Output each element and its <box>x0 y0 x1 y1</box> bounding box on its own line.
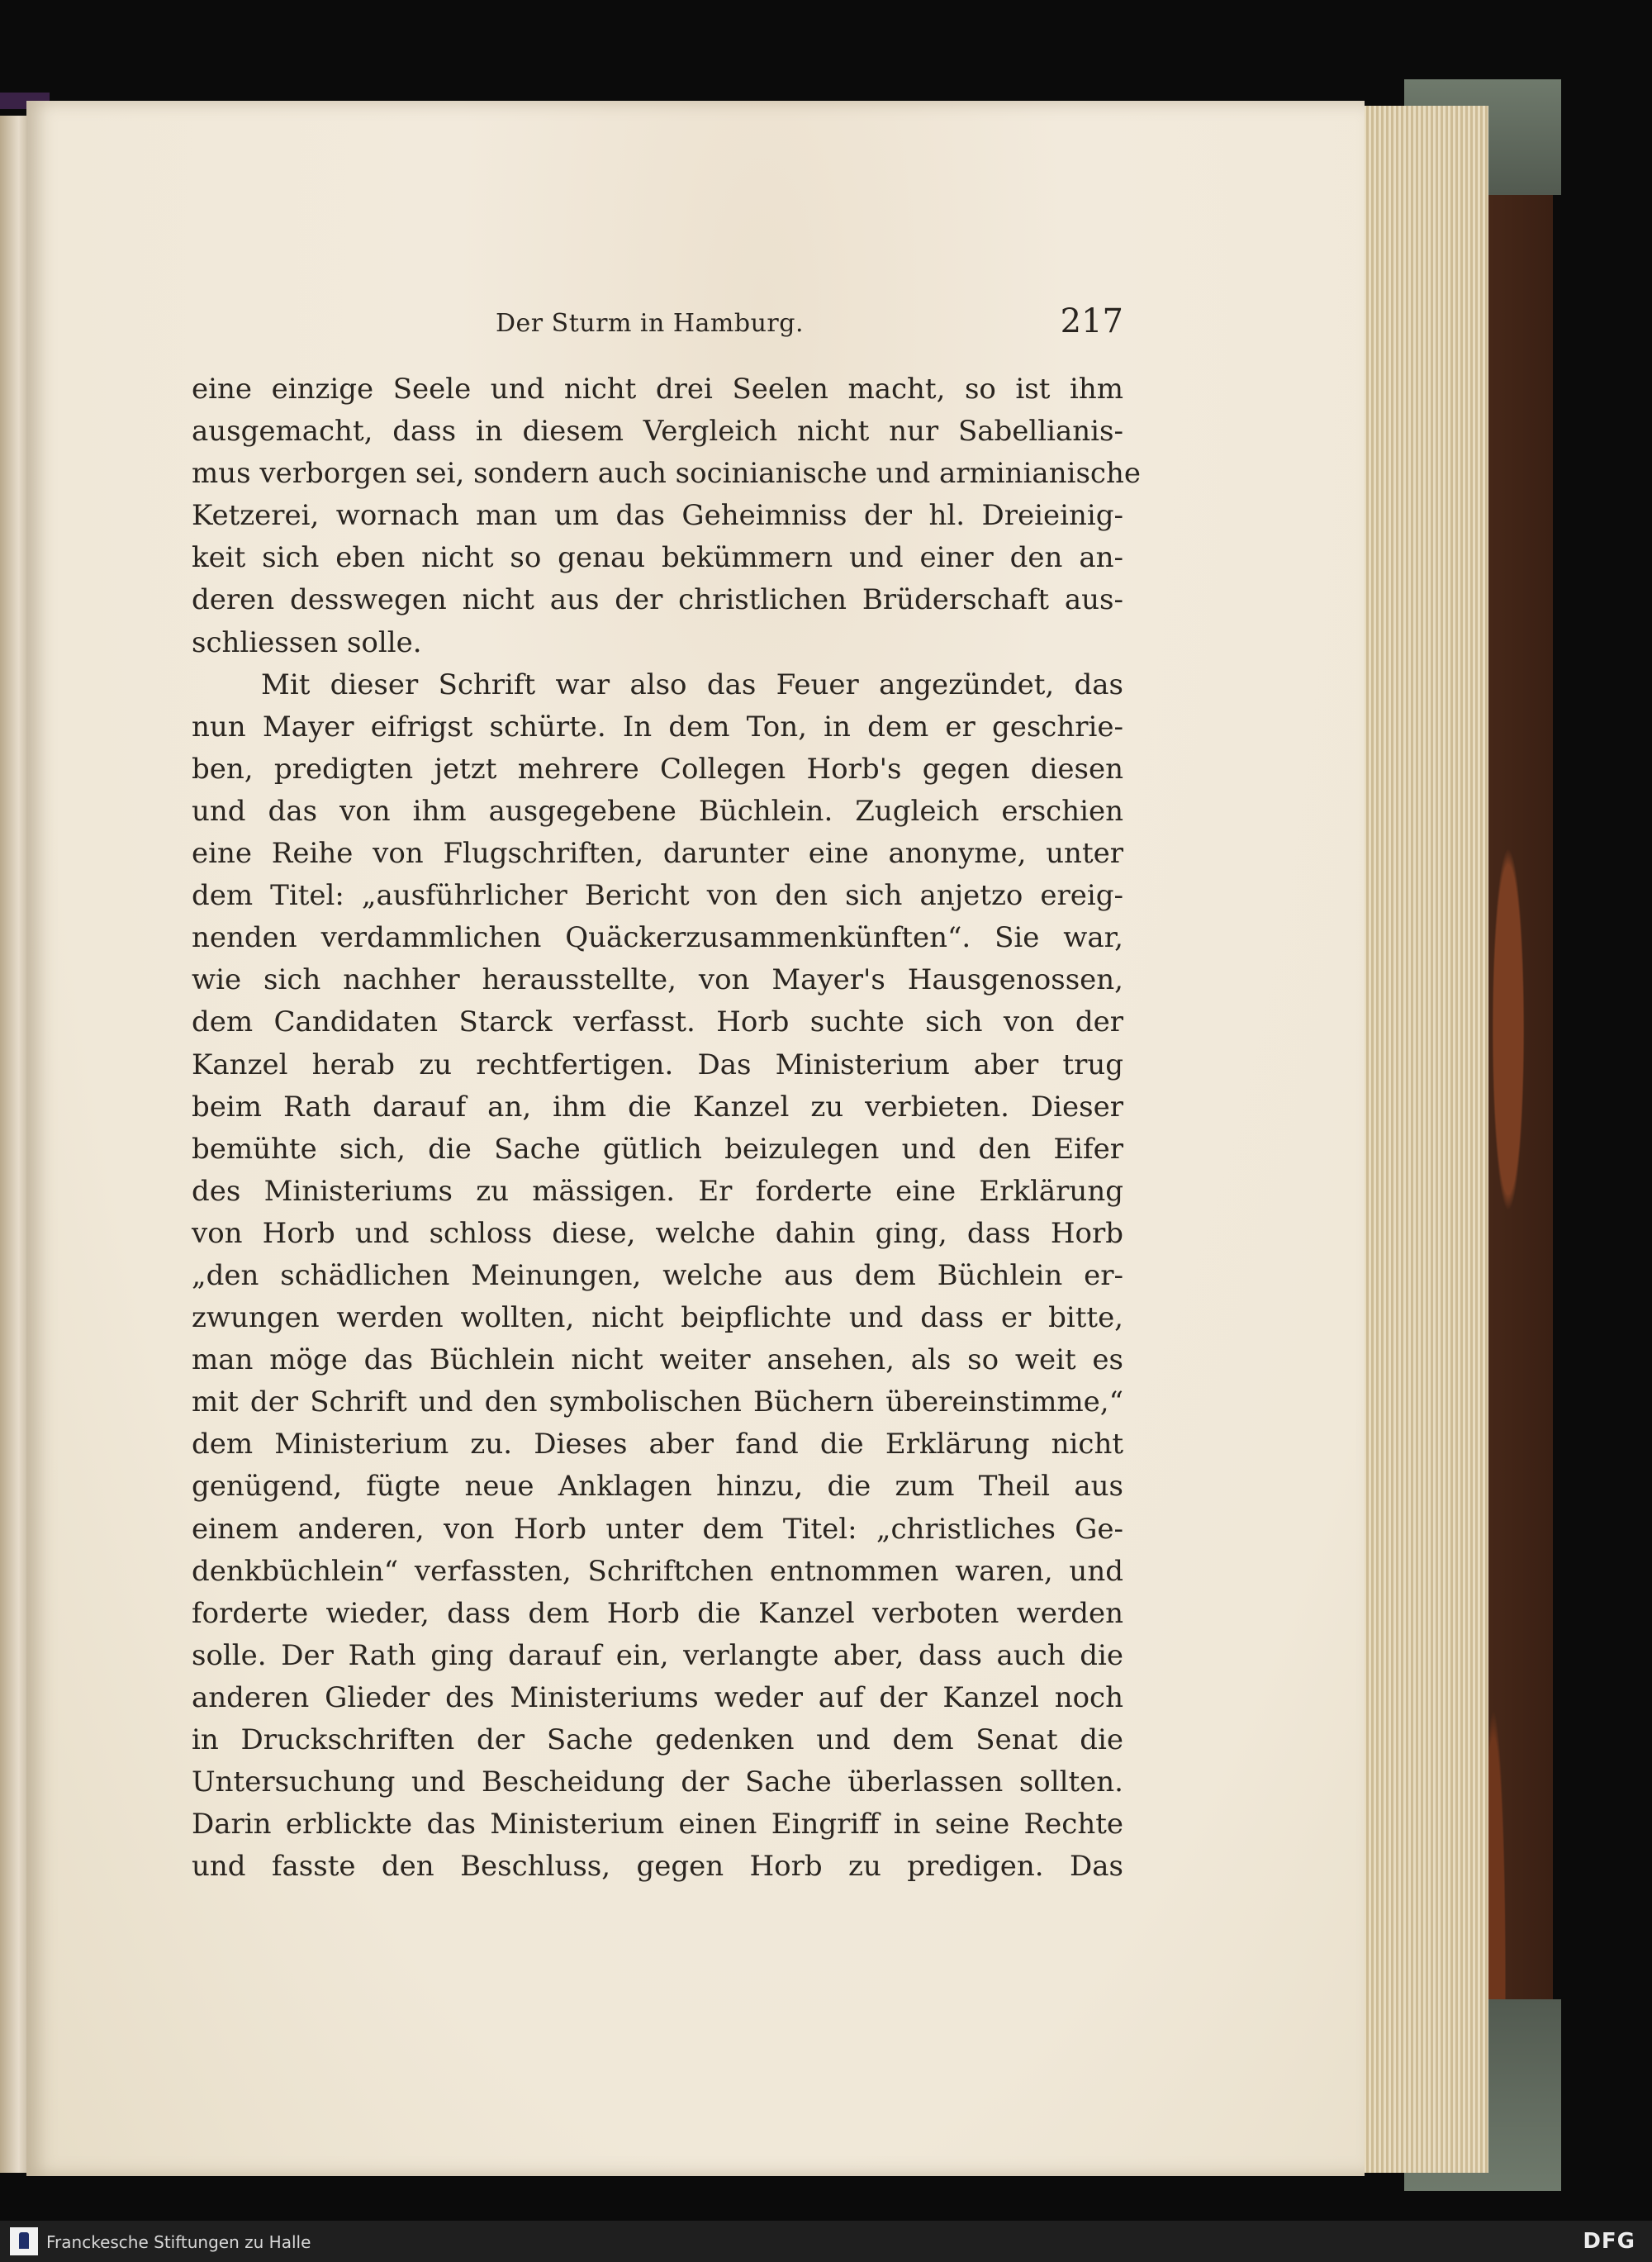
text-line: mit der Schrift und den symbolischen Büchern übereinstimme,“ <box>192 1385 1123 1419</box>
text-line: zwungen werden wollten, nicht beipflichte und dass er bitte, <box>192 1301 1123 1335</box>
text-line: Ketzerei, wornach man um das Geheimniss der hl. Dreieinig- <box>192 499 1123 533</box>
text-line: und das von ihm ausgegebene Büchlein. Zugleich erschien <box>192 794 1123 828</box>
text-line: dem Ministerium zu. Dieses aber fand die Erklärung nicht <box>192 1428 1123 1461</box>
text-line: solle. Der Rath ging darauf ein, verlangte aber, dass auch die <box>192 1638 1123 1672</box>
text-line: „den schädlichen Meinungen, welche aus dem Büchlein er- <box>192 1258 1123 1292</box>
text-line: deren desswegen nicht aus der christlichen Brüderschaft aus- <box>192 583 1123 617</box>
text-line: nun Mayer eifrigst schürte. In dem Ton, in dem er geschrie- <box>192 710 1123 744</box>
text-line: eine Reihe von Flugschriften, darunter eine anonyme, unter <box>192 837 1123 871</box>
body-text <box>192 368 1141 1888</box>
page-header <box>496 302 1123 352</box>
text-line: nenden verdammlichen Quäckerzusammenkünften“. Sie war, <box>192 921 1123 955</box>
text-line: eine einzige Seele und nicht drei Seelen macht, so ist ihm <box>192 373 1123 406</box>
previous-page-edge <box>0 116 26 2173</box>
text-line: des Ministeriums zu mässigen. Er forderte eine Erklärung <box>192 1174 1123 1208</box>
text-line: bemühte sich, die Sache gütlich beizulegen und den Eifer <box>192 1132 1123 1166</box>
text-line: dem Candidaten Starck verfasst. Horb suchte sich von der <box>192 1005 1123 1039</box>
text-line: anderen Glieder des Ministeriums weder auf der Kanzel noch <box>192 1680 1123 1714</box>
text-line: man möge das Büchlein nicht weiter ansehen, als so weit es <box>192 1343 1123 1377</box>
viewer-footer <box>0 2221 1652 2262</box>
text-line: einem anderen, von Horb unter dem Titel: „christliches Ge- <box>192 1512 1123 1546</box>
page-number: 217 <box>1060 302 1123 340</box>
text-line: forderte wieder, dass dem Horb die Kanzel verboten werden <box>192 1596 1123 1630</box>
text-line: Mit dieser Schrift war also das Feuer angezündet, das <box>261 668 1123 701</box>
text-line: ausgemacht, dass in diesem Vergleich nicht nur Sabellianis- <box>192 415 1123 449</box>
institution-logo-icon <box>10 2227 38 2255</box>
text-line: genügend, fügte neue Anklagen hinzu, die zum Theil aus <box>192 1470 1123 1504</box>
text-line: Kanzel herab zu rechtfertigen. Das Ministerium aber trug <box>192 1048 1123 1081</box>
institution-name: Franckesche Stiftungen zu Halle <box>46 2232 311 2252</box>
text-line: denkbüchlein“ verfassten, Schriftchen entnommen waren, und <box>192 1554 1123 1588</box>
text-line: Untersuchung und Bescheidung der Sache überlassen sollten. <box>192 1765 1123 1799</box>
text-line: in Druckschriften der Sache gedenken und dem Senat die <box>192 1723 1123 1756</box>
dfg-logo: DFG <box>1583 2229 1635 2254</box>
text-line: dem Titel: „ausführlicher Bericht von den sich anjetzo ereig- <box>192 879 1123 913</box>
running-head: Der Sturm in Hamburg. <box>496 309 804 338</box>
text-line: wie sich nachher herausstellte, von Mayer's Hausgenossen, <box>192 963 1123 997</box>
text-line: Darin erblickte das Ministerium einen Eingriff in seine Rechte <box>192 1808 1123 1841</box>
text-line: mus verborgen sei, sondern auch socinianische und arminianische <box>192 457 1141 491</box>
text-line: von Horb und schloss diese, welche dahin ging, dass Horb <box>192 1216 1123 1250</box>
page-block-edges <box>1355 106 1488 2173</box>
text-line: beim Rath darauf an, ihm die Kanzel zu verbieten. Dieser <box>192 1090 1123 1124</box>
text-line: ben, predigten jetzt mehrere Collegen Horb's gegen diesen <box>192 752 1123 786</box>
text-line: schliessen solle. <box>192 625 422 659</box>
text-line: und fasste den Beschluss, gegen Horb zu predigen. Das <box>192 1850 1123 1884</box>
text-line: keit sich eben nicht so genau bekümmern und einer den an- <box>192 541 1123 575</box>
